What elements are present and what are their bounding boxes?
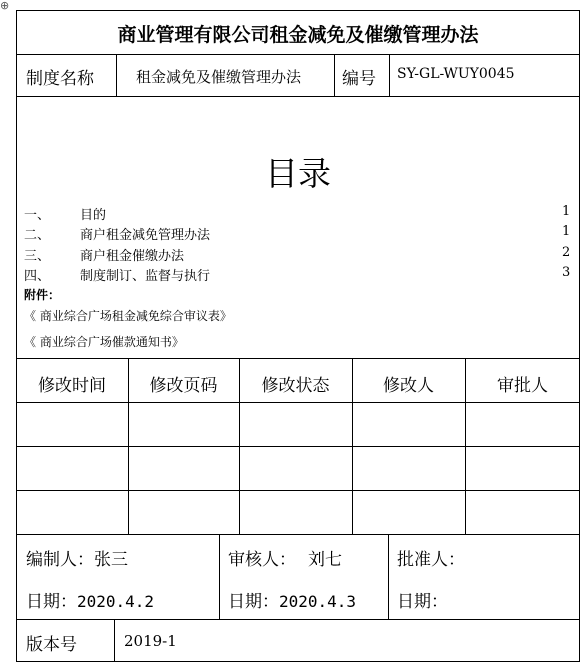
revision-header-cell: 修改时间: [38, 376, 106, 396]
policy-code-value: SY-GL-WUY0045: [397, 66, 515, 82]
toc-item-number: 三、: [24, 249, 51, 264]
author-date: 2020.4.2: [77, 592, 155, 611]
toc-item-page: 2: [562, 245, 571, 260]
toc-heading: 目录: [265, 154, 331, 193]
toc-item-number: 一、: [24, 208, 51, 223]
version-value: 2019-1: [124, 632, 177, 650]
reviewer-date-label: 日期：: [228, 592, 279, 612]
toc-item-text[interactable]: 商户租金减免管理办法: [80, 228, 211, 243]
toc-item-page: 1: [562, 224, 571, 239]
revision-header-cell: 审批人: [497, 376, 548, 396]
appendix-item: 《 商业综合广场催款通知书》: [24, 335, 184, 349]
document-title: 商业管理有限公司租金减免及催缴管理办法: [117, 24, 479, 46]
policy-name-label: 制度名称: [26, 69, 94, 89]
toc-item-text[interactable]: 制度制订、监督与执行: [80, 269, 211, 284]
revision-header-cell: 修改状态: [261, 376, 330, 396]
table-move-handle-icon[interactable]: ⊕: [0, 0, 10, 12]
toc-item-text[interactable]: 目的: [80, 208, 107, 223]
author-label: 编制人：: [26, 550, 94, 570]
toc-item-text[interactable]: 商户租金催缴办法: [80, 249, 185, 264]
reviewer-label: 审核人：: [228, 550, 296, 570]
reviewer-name: 刘七: [308, 550, 342, 570]
author-date-label: 日期：: [26, 592, 77, 612]
revision-header-cell: 修改人: [383, 376, 434, 396]
appendix-item: 《 商业综合广场租金减免综合审议表》: [24, 309, 232, 323]
approver-date-label: 日期：: [397, 592, 448, 612]
author-name: 张三: [94, 550, 128, 570]
policy-code-label: 编号: [342, 69, 376, 89]
toc-item-number: 四、: [24, 269, 51, 284]
version-label: 版本号: [26, 635, 77, 655]
appendix-label: 附件：: [24, 288, 61, 302]
approver-label: 批准人：: [397, 550, 465, 570]
revision-header-cell: 修改页码: [149, 376, 218, 396]
reviewer-date: 2020.4.3: [279, 592, 357, 611]
toc-item-number: 二、: [24, 228, 51, 243]
toc-item-page: 1: [562, 204, 571, 219]
policy-name-value: 租金减免及催缴管理办法: [136, 68, 302, 86]
toc-item-page: 3: [562, 265, 571, 280]
